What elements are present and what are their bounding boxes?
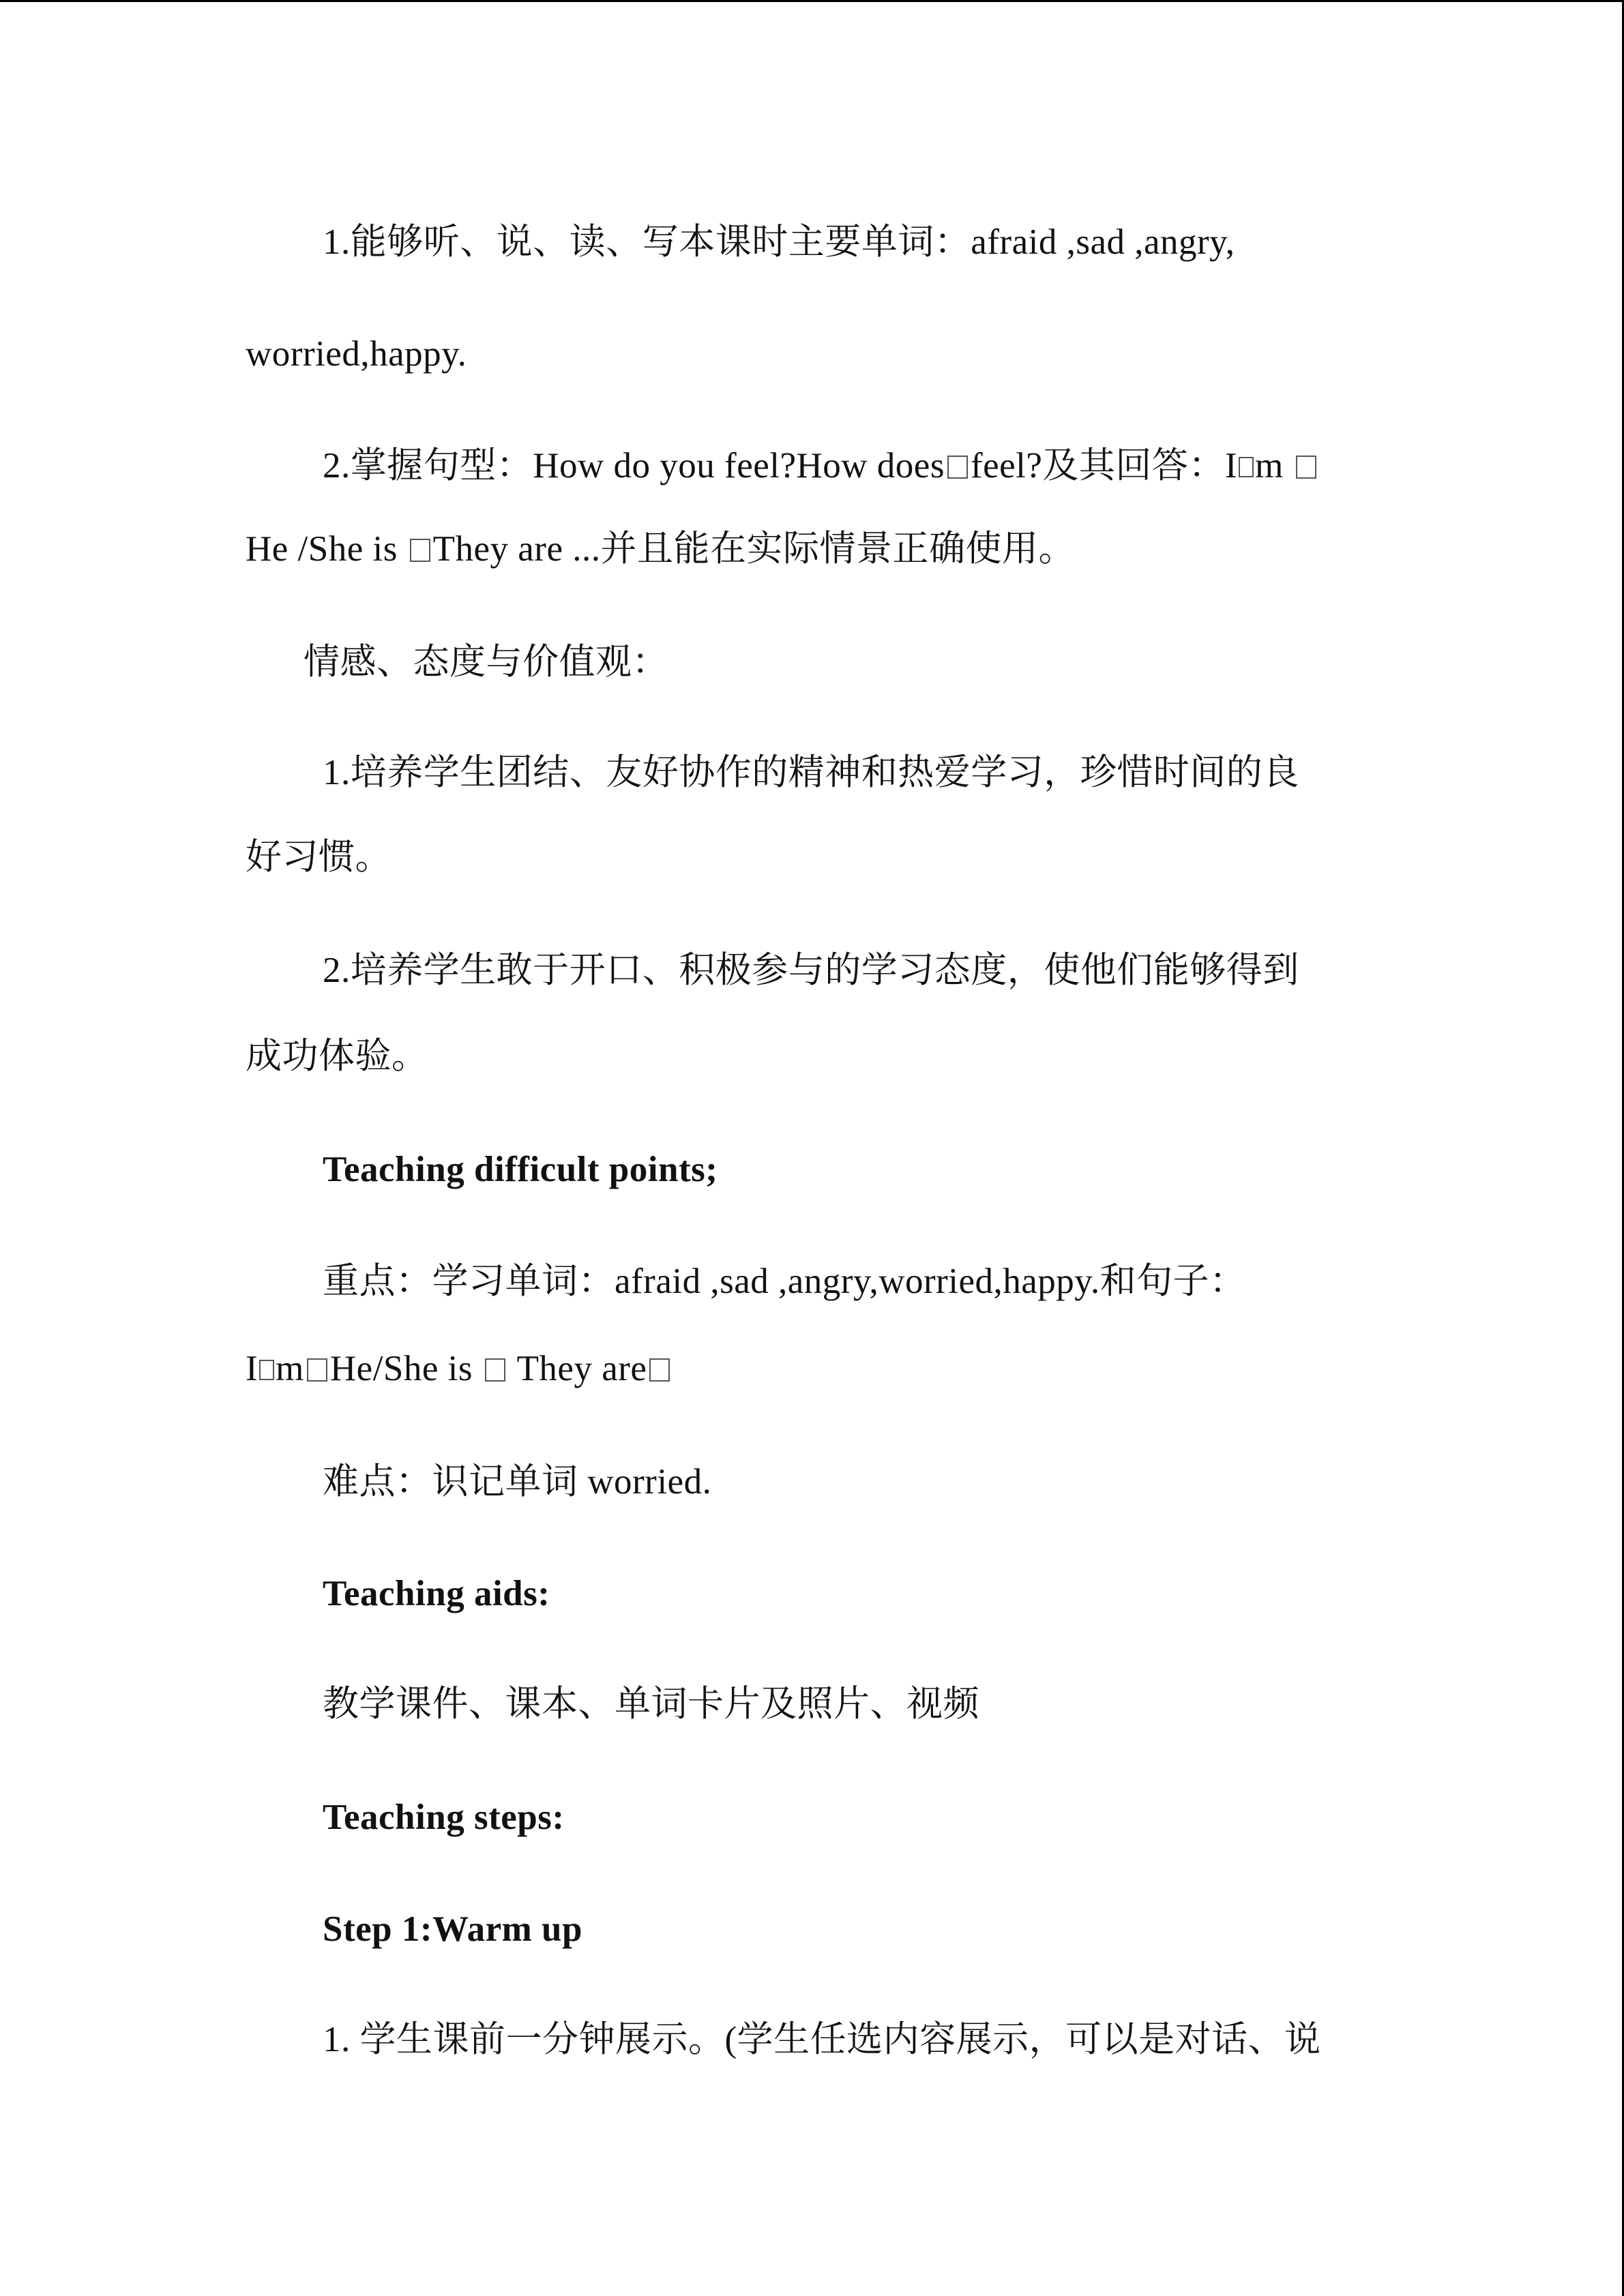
missing-glyph-box (1239, 457, 1254, 477)
missing-glyph-box (1296, 456, 1316, 479)
objective-1-line-2: worried,happy. (246, 334, 467, 374)
objective-2-text-a: 2.掌握句型：How do you feel?How does (323, 446, 945, 486)
objective-2-line-1 (323, 443, 1319, 488)
missing-glyph-box (485, 1358, 505, 1382)
heading-step-1-warm-up: Step 1:Warm up (323, 1909, 582, 1949)
key-points-text-b: m (276, 1349, 304, 1388)
key-points-line-2 (246, 1346, 673, 1391)
key-points-text-c: He/She is (329, 1349, 473, 1388)
objective-2-text-c: m (1255, 446, 1284, 486)
objective-2-text-d: He /She is (246, 529, 398, 569)
heading-teaching-aids: Teaching aids: (323, 1574, 550, 1613)
objective-1-line-1: 1.能够听、说、读、写本课时主要单词：afraid ,sad ,angry, (323, 222, 1235, 262)
heading-teaching-difficult-points: Teaching difficult points; (323, 1150, 718, 1189)
missing-glyph-box (649, 1358, 670, 1382)
key-points-text-d: They are (516, 1349, 647, 1388)
difficulty-line: 难点：识记单词 worried. (323, 1462, 712, 1502)
key-points-text-a: I (246, 1349, 259, 1388)
key-points-line-1: 重点：学习单词：afraid ,sad ,angry,worried,happy.和句子： (323, 1262, 1246, 1301)
page-border-top (0, 0, 1624, 2)
heading-teaching-steps: Teaching steps: (323, 1798, 565, 1837)
missing-glyph-box (947, 456, 968, 479)
missing-glyph-box (410, 539, 430, 562)
emotion-2-line-2: 成功体验。 (246, 1037, 428, 1076)
emotion-1-line-2: 好习惯。 (246, 837, 392, 877)
objective-2-text-e: They are ...并且能在实际情景正确使用。 (432, 529, 1075, 569)
emotion-1-line-1: 1.培养学生团结、友好协作的精神和热爱学习，珍惜时间的良 (323, 753, 1299, 792)
emotion-2-line-1: 2.培养学生敢于开口、积极参与的学习态度，使他们能够得到 (323, 951, 1299, 990)
objective-2-text-b: feel?及其回答：I (970, 446, 1238, 486)
step-1-item-1: 1. 学生课前一分钟展示。(学生任选内容展示，可以是对话、说 (323, 2020, 1321, 2059)
section-emotion-attitude-values: 情感、态度与价值观： (304, 642, 668, 682)
missing-glyph-box (259, 1360, 274, 1380)
objective-2-line-2 (246, 526, 1075, 571)
missing-glyph-box (307, 1358, 327, 1382)
teaching-aids-line: 教学课件、课本、单词卡片及照片、视频 (323, 1684, 979, 1724)
